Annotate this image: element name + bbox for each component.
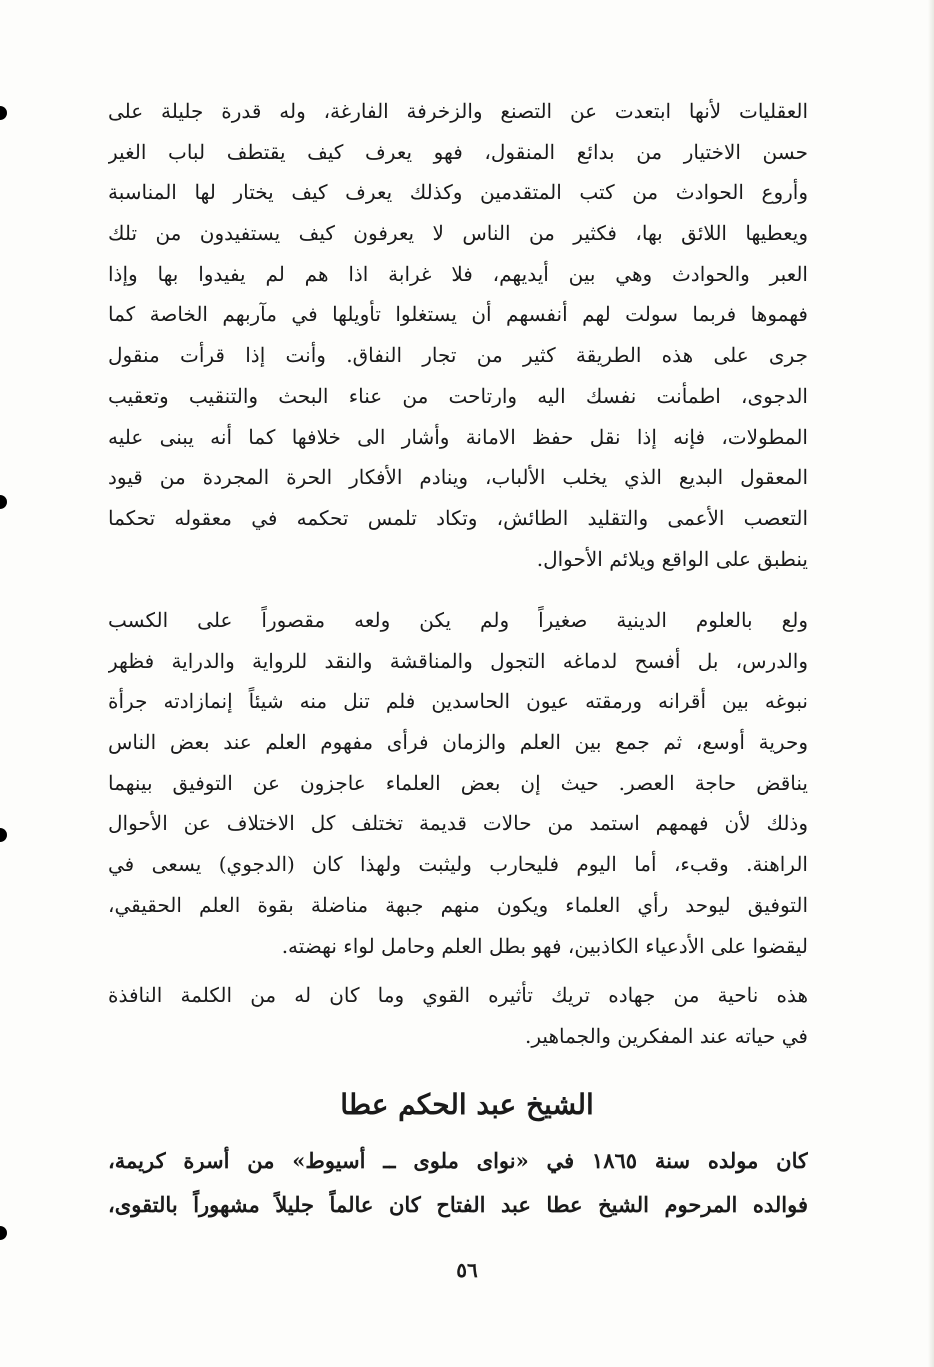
- paragraph-1: [108, 91, 808, 579]
- paragraph-line: في حياته عند المفكرين والجماهير.: [525, 1023, 808, 1048]
- binding-hole-mark: [0, 1226, 7, 1240]
- paragraph-line: حسن الاختيار من بدائع المنقول، فهو يعرف كيف يقتطف لباب الغير: [108, 139, 808, 164]
- paragraph-3: [108, 975, 808, 1056]
- paragraph-line: الراهنة. وقبء، أما اليوم فليحارب وليثبت ولهذا كان (الدجوي) يسعى في: [108, 852, 808, 877]
- paragraph-line: وذلك لأن فهمهم استمد من حالات قديمة تختلف كل الاختلاف عن الأحوال: [108, 811, 808, 836]
- paragraph-line: العقليات لأنها ابتعدت عن التصنع والزخرفة الفارغة، وله قدرة جليلة على: [108, 99, 808, 123]
- paragraph-line: نبوغه بين أقرانه ورمقته عيون الحاسدين فلم تنل منه شيئاً إنمازادته جرأة: [108, 689, 808, 714]
- paragraph-line: التوفيق ليوحد رأي العلماء ويكون منهم جبهة مناضلة بقوة العلم الحقيقي،: [108, 892, 808, 917]
- paragraph-line: وحرية أوسع، ثم جمع بين العلم والزمان فرأى مفهوم العلم عند بعض الناس: [108, 730, 808, 755]
- paragraph-line: العبر والحوادث وهي بين أيديهم، فلا غرابة اذا هم لم يفيدوا بها وإذا: [108, 261, 808, 286]
- binding-hole-mark: [0, 106, 7, 120]
- paragraph-line: المطولات، فإنه إذا نقل حفظ الامانة وأشار الى خلافها كما أنه يبنى عليه: [108, 424, 808, 449]
- paragraph-line: فوالده المرحوم الشيخ عطا عبد الفتاح كان عالماً جليلاً مشهوراً بالتقوى،: [108, 1192, 808, 1217]
- paragraph-line: ليقضوا على الأدعياء الكاذبين، فهو بطل العلم وحامل لواء نهضته.: [281, 933, 808, 958]
- paragraph-line: المعقول البديع الذي يخلب الألباب، وينادم الأفكار الحرة المجردة من قيود: [108, 465, 808, 490]
- page-number: ٥٦: [456, 1258, 478, 1282]
- paragraph-line: التعصب الأعمى والتقليد الطائش، وتكاد تلمس تحكمه في معقوله تحكما: [108, 505, 808, 530]
- paragraph-line: يناقض حاجة العصر. حيث إن بعض العلماء عاجزون عن التوفيق بينهما: [108, 770, 808, 795]
- paragraph-line: ولع بالعلوم الدينية صغيراً ولم يكن ولعه مقصوراً على الكسب: [108, 608, 808, 632]
- paragraph-2: [108, 600, 808, 966]
- section-heading: الشيخ عبد الحكم عطا: [340, 1088, 594, 1121]
- paragraph-line: هذه ناحية من جهاده تريك تأثيره القوي وما كان له من الكلمة النافذة: [108, 983, 808, 1007]
- paragraph-line: كان مولده سنة ١٨٦٥ في «نواى ملوى ــ أسيوط» من أسرة كريمة،: [108, 1148, 808, 1173]
- scan-edge-shadow: [928, 0, 934, 1367]
- binding-hole-mark: [0, 828, 7, 842]
- paragraph-line: الدجوى، اطمأنت نفسك اليه وارتاحت من عناء البحث والتنقيب وتعقيب: [108, 383, 808, 408]
- paragraph-line: ويعطيها اللائق بها، فكثير من الناس لا يعرفون كيف يستفيدون من تلك: [108, 221, 808, 246]
- paragraph-line: فهموها فربما سولت لهم أنفسهم أن يستغلوا تأويلها في مآربهم الخاصة كما: [108, 302, 808, 327]
- paragraph-4: [108, 1139, 808, 1227]
- binding-hole-mark: [0, 495, 7, 509]
- paragraph-line: وأروع الحوادث من كتب المتقدمين وكذلك يعرف كيف يختار لها المناسبة: [108, 180, 808, 205]
- paragraph-line: جرى على هذه الطريقة كثير من تجار النفاق. وأنت إذا قرأت منقول: [108, 343, 808, 368]
- paragraph-line: ينطبق على الواقع ويلائم الأحوال.: [536, 546, 808, 571]
- paragraph-line: والدرس، بل أفسح لدماغه التجول والمناقشة والنقد للرواية والدراية فظهر: [108, 648, 808, 673]
